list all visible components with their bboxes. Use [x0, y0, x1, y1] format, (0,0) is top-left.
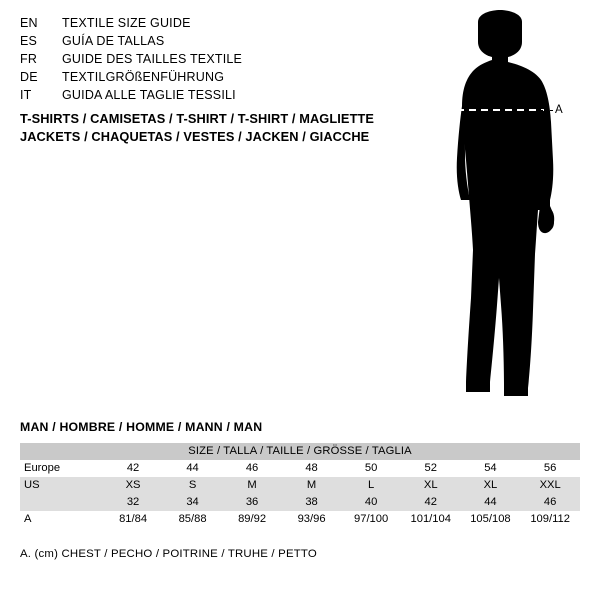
cell: 97/100: [341, 511, 401, 528]
language-code: ES: [20, 34, 38, 48]
table-header-label: SIZE / TALLA / TAILLE / GRÖSSE / TAGLIA: [20, 443, 580, 460]
row-label: [20, 494, 103, 511]
category-jackets: JACKETS / CHAQUETAS / VESTES / JACKEN / GIACCHE: [20, 129, 370, 144]
cell: M: [282, 477, 342, 494]
cell: S: [163, 477, 223, 494]
table-row: [20, 511, 580, 528]
cell: M: [222, 477, 282, 494]
language-code: DE: [20, 70, 38, 84]
cell: 34: [163, 494, 223, 511]
cell: 93/96: [282, 511, 342, 528]
language-title: GUÍA DE TALLAS: [62, 34, 165, 48]
language-row: [20, 34, 390, 52]
cell: 48: [282, 460, 342, 477]
category-tshirts: T-SHIRTS / CAMISETAS / T-SHIRT / T-SHIRT / MAGLIETTE: [20, 111, 375, 126]
size-table-wrapper: [20, 443, 580, 528]
cell: 54: [461, 460, 521, 477]
language-code: IT: [20, 88, 32, 102]
table-row: [20, 460, 580, 477]
language-row: [20, 16, 390, 34]
language-title: GUIDE DES TAILLES TEXTILE: [62, 52, 243, 66]
cell: 44: [461, 494, 521, 511]
cell: 46: [520, 494, 580, 511]
language-title: TEXTILE SIZE GUIDE: [62, 16, 191, 30]
cell: 89/92: [222, 511, 282, 528]
cell: XXL: [520, 477, 580, 494]
language-code: FR: [20, 52, 38, 66]
size-table: [20, 443, 580, 528]
cell: XL: [401, 477, 461, 494]
cell: 32: [103, 494, 163, 511]
cell: 105/108: [461, 511, 521, 528]
language-title: TEXTILGRÖßENFÜHRUNG: [62, 70, 225, 84]
row-label: Europe: [20, 460, 103, 477]
cell: 46: [222, 460, 282, 477]
cell: 44: [163, 460, 223, 477]
table-row: [20, 494, 580, 511]
language-title: GUIDA ALLE TAGLIE TESSILI: [62, 88, 236, 102]
language-code: EN: [20, 16, 38, 30]
cell: 50: [341, 460, 401, 477]
cell: 85/88: [163, 511, 223, 528]
gender-heading: MAN / HOMBRE / HOMME / MANN / MAN: [20, 420, 263, 434]
cell: 38: [282, 494, 342, 511]
cell: XL: [461, 477, 521, 494]
cell: 101/104: [401, 511, 461, 528]
table-header-row: [20, 443, 580, 460]
cell: 109/112: [520, 511, 580, 528]
cell: 42: [401, 494, 461, 511]
male-body-silhouette: [400, 10, 600, 410]
measure-label-a: A: [555, 104, 563, 116]
table-row: [20, 477, 580, 494]
language-row: [20, 88, 390, 106]
cell: 56: [520, 460, 580, 477]
cell: 42: [103, 460, 163, 477]
measure-leader-line: [540, 110, 553, 111]
category-block: [20, 110, 420, 146]
row-label: A: [20, 511, 103, 528]
cell: XS: [103, 477, 163, 494]
cell: 40: [341, 494, 401, 511]
cell: 52: [401, 460, 461, 477]
row-label: US: [20, 477, 103, 494]
cell: 81/84: [103, 511, 163, 528]
cell: 36: [222, 494, 282, 511]
language-row: [20, 70, 390, 88]
language-title-block: [20, 16, 390, 106]
cell: L: [341, 477, 401, 494]
language-row: [20, 52, 390, 70]
footnote-chest-measure: A. (cm) CHEST / PECHO / POITRINE / TRUHE / PETTO: [20, 548, 317, 560]
